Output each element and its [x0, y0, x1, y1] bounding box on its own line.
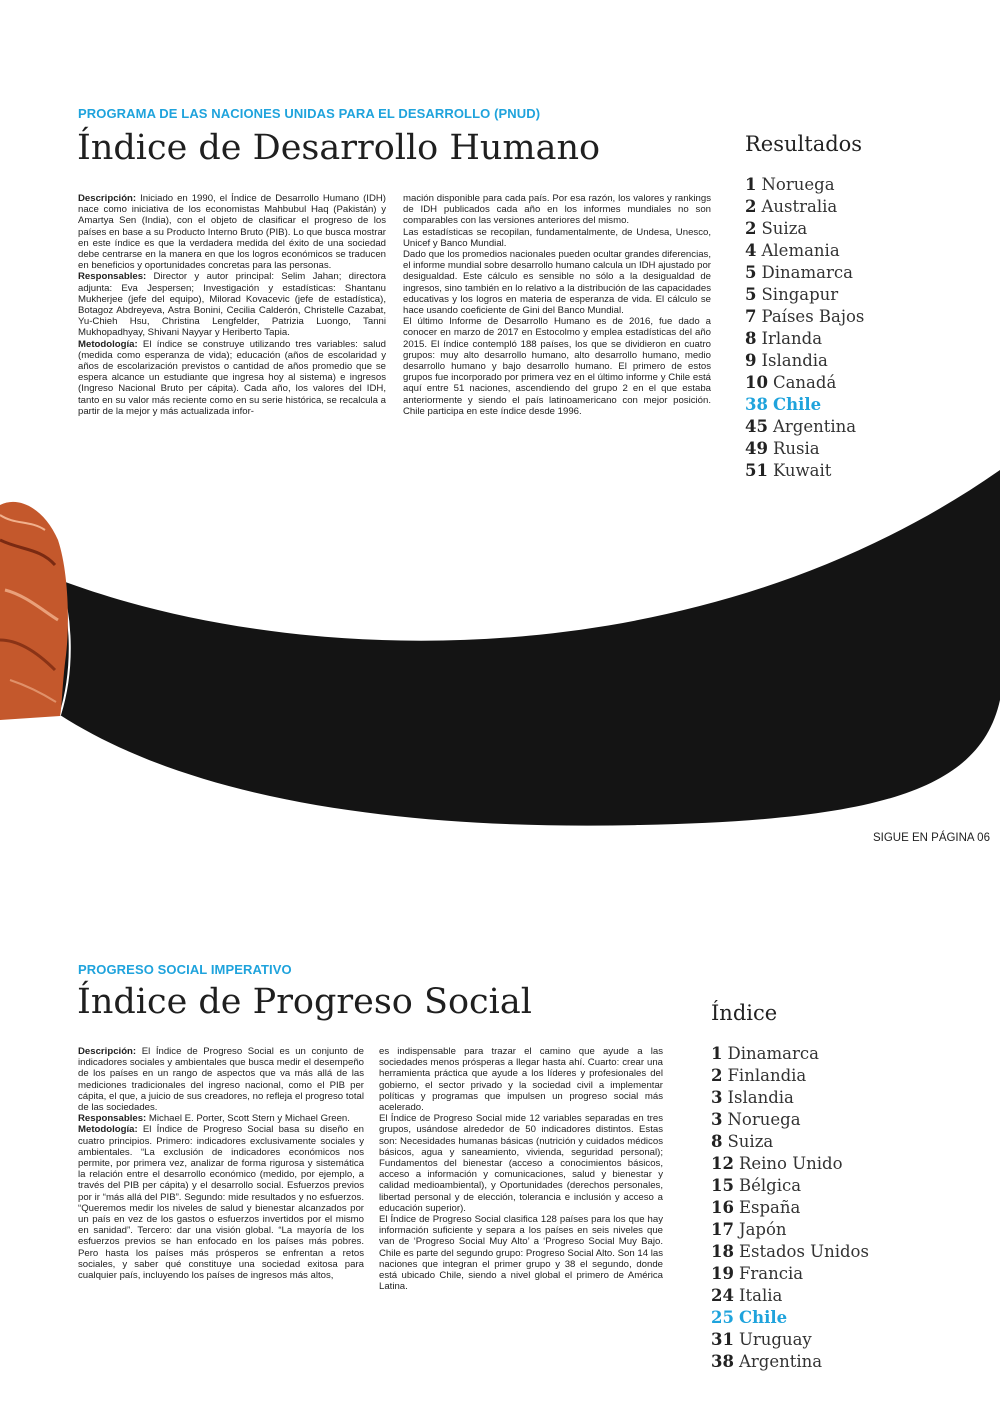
ranking-item: 18 Estados Unidos — [711, 1242, 869, 1261]
ranking-item: 31 Uruguay — [711, 1330, 812, 1349]
ips-paragraph: El Índice de Progreso Social mide 12 variables separadas en tres grupos, usándose alrededor de 50 indicadores distintos. Estas son: Necesidades humanas básicas (nutrición y cuidados médicos básicos, agua y saneamiento, vivienda, seguridad personal); Fundamentos del bienestar (acceso a conocimientos básicos, acceso a información y comunicaciones, salud y bienestar y calidad medioambiental), y Oportunidades (derechos personales, libertad personal y de elección, tolerancia e inclusión y acceso a educación superior). — [379, 1113, 663, 1214]
ranking-item: 5 Dinamarca — [745, 263, 853, 282]
ranking-item: 5 Singapur — [745, 285, 839, 304]
ranking-item: 8 Irlanda — [745, 329, 823, 348]
ranking-item: 9 Islandia — [745, 351, 828, 370]
ranking-item: 15 Bélgica — [711, 1176, 802, 1195]
ranking-item: 4 Alemania — [745, 241, 840, 260]
idh-column-1 — [78, 193, 386, 417]
ranking-item: 2 Australia — [745, 197, 838, 216]
ips-paragraph: Descripción: El Índice de Progreso Social es un conjunto de indicadores sociales y ambientales que busca medir el desempeño de los países en un rango de aspectos que va más allá de las mediciones tradicionales del ingreso nacional, como el PIB per cápita, el que, a juicio de sus creadores, no refleja el progreso total de las sociedades. — [78, 1046, 364, 1114]
idh-paragraph: mación disponible para cada país. Por esa razón, los valores y rankings de IDH publicados cada año en los informes mundiales no son comparables con las versiones anteriores del mismo. — [403, 193, 711, 227]
ranking-item: 1 Dinamarca — [711, 1044, 819, 1063]
ips-paragraph: es indispensable para trazar el camino que ayude a las sociedades menos prósperas a llegar hasta ahí. Cuarto: crear una herramienta práctica que ayude a los líderes y profesionales del gobierno, el sector privado y la sociedad civil a implementar políticas y programas que impulsen un progreso social más acelerado. — [379, 1046, 663, 1114]
ranking-item: 12 Reino Unido — [711, 1154, 843, 1173]
continuation-note: SIGUE EN PÁGINA 06 — [873, 832, 990, 844]
ranking-item-chile: 38 Chile — [745, 395, 822, 414]
sleeve-shape — [60, 470, 1000, 826]
idh-paragraph: Responsables: Director y autor principal: Selim Jahan; directora adjunta: Eva Jespersen; Investigación y estadísticas: Shantanu Mukherjee (jefe del equipo), Milorad Kovacevic (jefe de estadística), Botagoz Abdreyeva, Astra Bonini, Cecilia Calderón, Christelle Cazabat, Yu-Chieh Hsu, Christina Lengfelder, Patrizia Luongo, Tanni Mukhopadhyay, Shivani Nayyar y Heriberto Tapia. — [78, 271, 386, 339]
ranking-item: 51 Kuwait — [745, 461, 832, 480]
ranking-item: 10 Canadá — [745, 373, 837, 392]
ranking-item: 3 Noruega — [711, 1110, 801, 1129]
idh-paragraph: El último Informe de Desarrollo Humano es de 2016, fue dado a conocer en marzo de 2017 en Estocolmo y emplea estadísticas del año 2015. El índice contempló 188 países, los que se dividieron en cuatro grupos: muy alto desarrollo humano, alto desarrollo humano, medio desarrollo humano y bajo desarrollo humano. El primero de estos grupos fue incorporado por primera vez en el último informe y Chile está aquí entre 51 naciones, ascendiendo del grupo 2 en el que estaba anteriormente y siendo el país latinoamericano con mejor posición. Chile participa en este índice desde 1996. — [403, 316, 711, 417]
ips-title: Índice de Progreso Social — [77, 982, 532, 1022]
ranking-item: 49 Rusia — [745, 439, 820, 458]
idh-paragraph: Descripción: Iniciado en 1990, el Índice de Desarrollo Humano (IDH) nace como iniciativa de los economistas Mahbubul Haq (Pakistán) y Amartya Sen (India), con el objeto de clasificar el progreso de los países en base a su Producto Interno Bruto (PIB). Lo que busca mostrar en este índice es que la verdadera medida del éxito de una sociedad debe centrarse en la manera en que los logros económicos se traducen en beneficios y oportunidades concretas para las personas. — [78, 193, 386, 272]
hand-icon — [0, 502, 68, 720]
sleeve-illustration — [0, 470, 1000, 830]
idh-results-list — [745, 174, 864, 482]
ips-kicker: PROGRESO SOCIAL IMPERATIVO — [78, 962, 292, 977]
idh-paragraph: Las estadísticas se recopilan, fundamentalmente, de Undesa, Unesco, Unicef y Banco Mundial. — [403, 226, 711, 249]
ips-index-title: Índice — [711, 1001, 778, 1025]
ips-results-list — [711, 1043, 869, 1373]
idh-column-2 — [403, 193, 711, 417]
ranking-item: 19 Francia — [711, 1264, 804, 1283]
ips-paragraph: Metodología: El Índice de Progreso Social basa su diseño en cuatro principios. Primero: indicadores exclusivamente sociales y ambientales. “La exclusión de indicadores económicos nos permite, por primera vez, analizar de forma rigurosa y sistemática la relación entre el desarrollo económico (medido, por ejemplo, a través del PIB per cápita) y el desarrollo social. Esfuerzos previos por ir “más allá del PIB”. Segundo: mide resultados y no esfuerzos. “Queremos medir los niveles de salud y bienestar alcanzados por un país en vez de los gastos o esfuerzos invertidos por el mismo en sanidad”. Tercero: dar una visión global. “La mayoría de los esfuerzos previos se han enfocado en los países más pobres. Pero hasta los países más prósperos se enfrentan a retos sociales, y saber qué constituye una sociedad exitosa para cualquier país, incluyendo los países de ingresos más altos, — [78, 1124, 364, 1282]
idh-results-title: Resultados — [745, 132, 863, 156]
idh-kicker: PROGRAMA DE LAS NACIONES UNIDAS PARA EL DESARROLLO (PNUD) — [78, 106, 541, 121]
ranking-item: 17 Japón — [711, 1220, 787, 1239]
ranking-item: 24 Italia — [711, 1286, 783, 1305]
ranking-item: 16 España — [711, 1198, 801, 1217]
ips-paragraph: Responsables: Michael E. Porter, Scott Stern y Michael Green. — [78, 1113, 350, 1125]
idh-paragraph: Dado que los promedios nacionales pueden ocultar grandes diferencias, el informe mundial sobre desarrollo humano calcula un IDH ajustado por desigualdad. Este cálculo es sensible no sólo a la desigualdad de ingresos, sino también en lo relativo a la distribución de las capacidades educativas y los logros en materia de esperanza de vida. El cálculo se hace usando coeficiente de Gini del Banco Mundial. — [403, 249, 711, 317]
ranking-item: 8 Suiza — [711, 1132, 774, 1151]
ranking-item: 45 Argentina — [745, 417, 857, 436]
ranking-item: 2 Suiza — [745, 219, 808, 238]
ranking-item: 2 Finlandia — [711, 1066, 807, 1085]
idh-paragraph: Metodología: El índice se construye utilizando tres variables: salud (medida como esperanza de vida); educación (años de escolaridad y años de escolarización previstos o cantidad de años promedio que se espera alcance un estudiante que ingresa hoy al sistema) e ingresos (Ingreso Nacional Bruto per cápita). Cada año, los valores del IDH, tanto en su valor más reciente como en su serie histórica, se recalcula a partir de la mejor y más actualizada infor- — [78, 338, 386, 417]
ips-paragraph: El Índice de Progreso Social clasifica 128 países para los que hay información suficiente y separa a los países en seis niveles que van de ‘Progreso Social Muy Alto’ a ‘Progreso Social Muy Bajo. Chile es parte del segundo grupo: Progreso Social Alto. Son 14 las naciones que integran el primer grupo y 38 el segundo, donde está ubicado Chile, siendo a nivel global el primero de América Latina. — [379, 1214, 663, 1293]
ranking-item-chile: 25 Chile — [711, 1308, 788, 1327]
ranking-item: 3 Islandia — [711, 1088, 794, 1107]
idh-title: Índice de Desarrollo Humano — [77, 128, 601, 168]
ranking-item: 1 Noruega — [745, 175, 835, 194]
ips-column-2 — [379, 1046, 663, 1292]
ips-column-1 — [78, 1046, 364, 1281]
ranking-item: 7 Países Bajos — [745, 307, 865, 326]
ranking-item: 38 Argentina — [711, 1352, 823, 1371]
